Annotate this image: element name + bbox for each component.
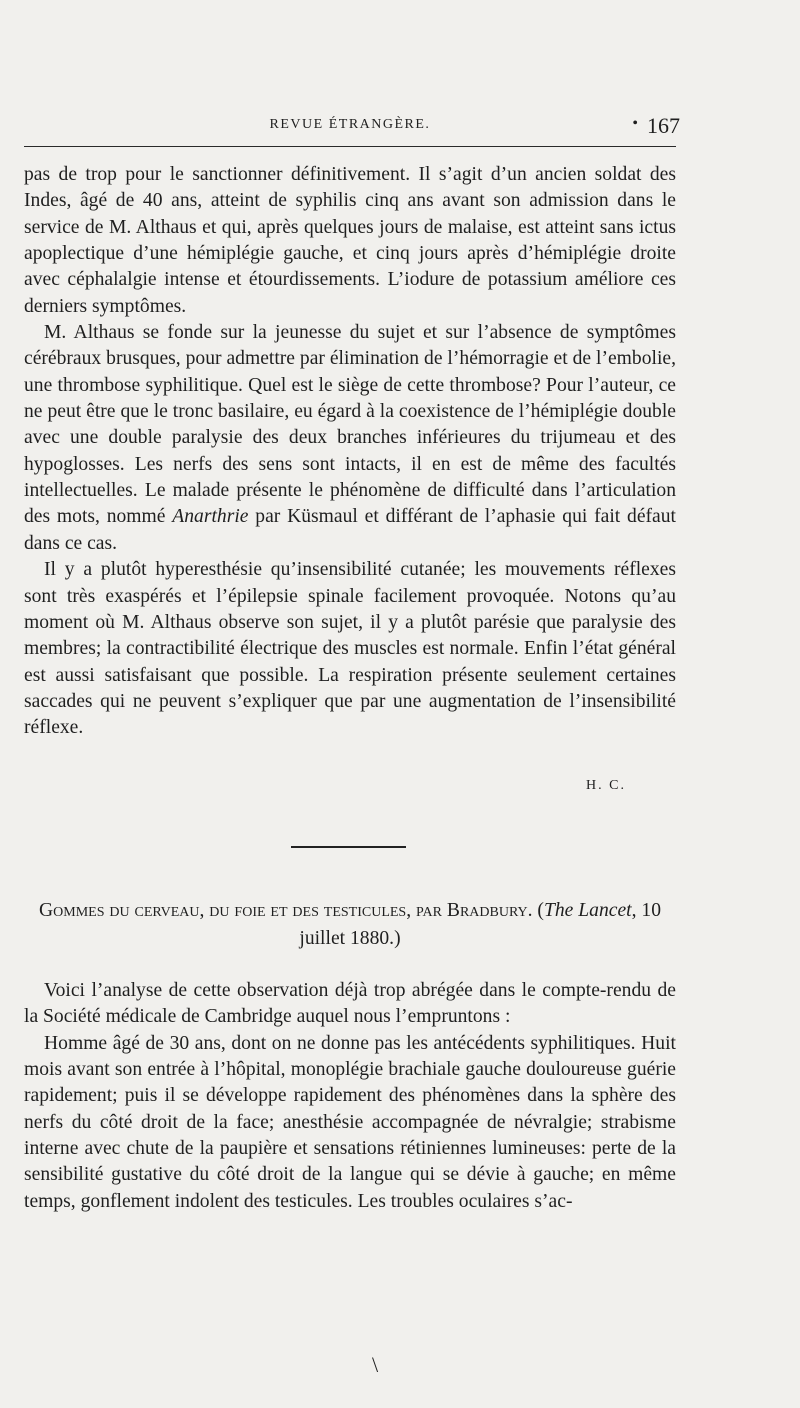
- paragraph-5: Homme âgé de 30 ans, dont on ne donne pas les antécédents syphilitiques. Huit mois avant son entrée à l’hôpital, monoplégie brachiale gauche douloureuse guérie rapidement; puis il se développe rapidement des phénomènes dans la sphère des nerfs du côté droit de la face; anesthésie accompagnée de névralgie; strabisme interne avec chute de la paupière et sensations rétiniennes lumineuses: perte de la sensibilité gustative du côté droit de la langue qui se dévie à gauche; en même temps, gonflement indolent des testicules. Les troubles oculaires s’ac-: [24, 1032, 676, 1212]
- author-initials: H. C.: [586, 778, 626, 793]
- paragraph-2: [24, 320, 676, 557]
- section-divider: [291, 846, 406, 848]
- running-head: [20, 113, 680, 137]
- heading-date: , 10 juillet 1880.): [299, 900, 661, 949]
- section-althaus: [24, 162, 676, 742]
- paragraph-2-tail: par Küsmaul et différant de l’aphasie qui fait défaut dans ce cas.: [24, 506, 676, 554]
- paragraph-1: pas de trop pour le sanctionner définitivement. Il s’agit d’un ancien soldat des Indes, âgé de 40 ans, atteint de syphilis cinq ans avant son admission dans le service de M. Althaus et qui, après quelques jours de malaise, est atteint sans ictus apoplectique d’une hémiplégie gauche, et cinq jours après d’hémiplégie droite avec céphalalgie intense et étourdissements. L’iodure de potassium améliore ces derniers symptômes.: [24, 164, 676, 317]
- section-bradbury: [24, 978, 676, 1215]
- article-heading: Gommes du cerveau, du foie et des testicules, par Bradbury. (The Lancet, 10 juillet 1880.): [39, 900, 661, 949]
- paragraph-2-text: M. Althaus se fonde sur la jeunesse du sujet et sur l’absence de symptômes cérébraux brusques, pour admettre par élimination de l’hémorragie et de l’embolie, une thrombose syphilitique. Quel est le siège de cette thrombose? Pour l’auteur, ce ne peut être que le tronc basilaire, eu égard à la coexistence de l’hémiplégie double avec une double paralysie des deux branches inférieures du trijumeau et des hypoglosses. Les nerfs des sens sont intacts, il en est de même des facultés intellectuelles. Le malade présente le phénomène de difficulté dans l’articulation des mots, nommé: [24, 322, 676, 528]
- heading-author: Bradbury.: [446, 900, 533, 921]
- page-number: 167: [647, 113, 680, 138]
- heading-title: Gommes du cerveau, du foie et des testicules, par: [39, 900, 442, 921]
- header-rule: [24, 146, 676, 147]
- running-title: REVUE ÉTRANGÈRE.: [269, 117, 431, 132]
- italic-term: Anarthrie: [172, 506, 249, 528]
- heading-journal: The Lancet: [543, 900, 632, 921]
- footer-mark: \: [372, 1352, 379, 1377]
- paragraph-3: Il y a plutôt hyperesthésie qu’insensibilité cutanée; les mouvements réflexes sont très exaspérés et l’épilepsie spinale facilement provoquée. Notons qu’au moment où M. Althaus observe son sujet, il y a plutôt parésie que paralysie des membres; la contractibilité électrique des muscles est normale. Enfin l’état général est aussi satisfaisant que possible. La respiration présente seulement certaines saccades qui ne peuvent s’expliquer que par une augmentation de l’insensibilité réflexe.: [24, 559, 676, 739]
- header-dot: •: [632, 115, 638, 132]
- paragraph-4: Voici l’analyse de cette observation déjà trop abrégée dans le compte-rendu de la Société médicale de Cambridge auquel nous l’empruntons :: [24, 980, 676, 1028]
